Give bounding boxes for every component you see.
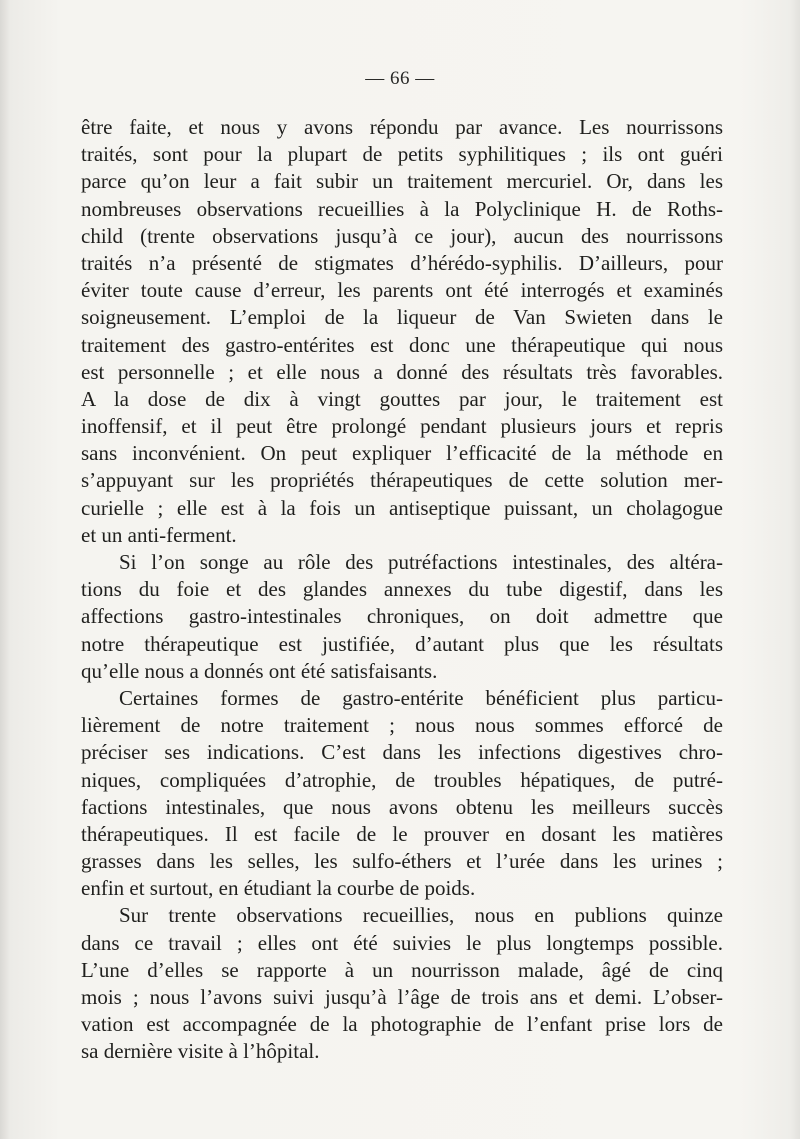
text-line: et un anti-ferment. xyxy=(81,522,237,547)
text-line: Sur trente observations recueillies, nous en publions quinze xyxy=(119,903,723,928)
text-line: s’appuyant sur les propriétés thérapeutiques de cette solution mer- xyxy=(81,468,723,493)
text-line: notre thérapeutique est justifiée, d’autant plus que les résultats xyxy=(81,631,723,656)
paragraph-4 xyxy=(81,902,723,1065)
page-number: — 66 — xyxy=(365,68,435,89)
text-line: affections gastro-intestinales chroniques, on doit admettre que xyxy=(81,604,723,629)
text-line: dans ce travail ; elles ont été suivies le plus longtemps possible. xyxy=(81,930,723,955)
text-line: parce qu’on leur a fait subir un traitement mercuriel. Or, dans les xyxy=(81,169,723,194)
text-line: factions intestinales, que nous avons obtenu les meilleurs succès xyxy=(81,794,723,819)
text-line: traités n’a présenté de stigmates d’hérédo-syphilis. D’ailleurs, pour xyxy=(81,250,723,275)
text-line: traitement des gastro-entérites est donc une thérapeutique qui nous xyxy=(81,332,723,357)
text-line: vation est accompagnée de la photographie de l’enfant prise lors de xyxy=(81,1012,723,1037)
text-line: lièrement de notre traitement ; nous nous sommes efforcé de xyxy=(81,713,723,738)
text-line: curielle ; elle est à la fois un antiseptique puissant, un cholagogue xyxy=(81,495,723,520)
text-line: éviter toute cause d’erreur, les parents ont été interrogés et examinés xyxy=(81,278,723,303)
text-line: Certaines formes de gastro-entérite bénéficient plus particu- xyxy=(119,685,723,710)
text-line: L’une d’elles se rapporte à un nourrisson malade, âgé de cinq xyxy=(81,957,723,982)
body-text xyxy=(81,114,723,1066)
text-line: inoffensif, et il peut être prolongé pendant plusieurs jours et repris xyxy=(81,414,723,439)
text-line: tions du foie et des glandes annexes du tube digestif, dans les xyxy=(81,577,723,602)
paragraph-1 xyxy=(81,114,723,549)
text-line: soigneusement. L’emploi de la liqueur de Van Swieten dans le xyxy=(81,305,723,330)
text-line: préciser ses indications. C’est dans les infections digestives chro- xyxy=(81,740,723,765)
text-line: nombreuses observations recueillies à la Polyclinique H. de Roths- xyxy=(81,196,723,221)
paragraph-2 xyxy=(81,549,723,685)
text-line: est personnelle ; et elle nous a donné des résultats très favorables. xyxy=(81,359,723,384)
text-line: Si l’on songe au rôle des putréfactions intestinales, des altéra- xyxy=(119,550,723,574)
text-line: qu’elle nous a donnés ont été satisfaisants. xyxy=(81,658,438,683)
text-line: enfin et surtout, en étudiant la courbe de poids. xyxy=(81,876,476,901)
text-line: être faite, et nous y avons répondu par avance. Les nourrissons xyxy=(81,115,723,139)
text-line: sans inconvénient. On peut expliquer l’efficacité de la méthode en xyxy=(81,441,723,466)
text-line: sa dernière visite à l’hôpital. xyxy=(81,1039,320,1064)
text-line: thérapeutiques. Il est facile de le prouver en dosant les matières xyxy=(81,821,723,846)
text-line: traités, sont pour la plupart de petits syphilitiques ; ils ont guéri xyxy=(81,142,723,167)
text-line: mois ; nous l’avons suivi jusqu’à l’âge de trois ans et demi. L’obser- xyxy=(81,985,723,1009)
text-line: niques, compliquées d’atrophie, de troubles hépatiques, de putré- xyxy=(81,767,723,792)
text-line: grasses dans les selles, les sulfo-éthers et l’urée dans les urines ; xyxy=(81,849,723,874)
text-line: child (trente observations jusqu’à ce jour), aucun des nourrissons xyxy=(81,223,723,248)
text-line: A la dose de dix à vingt gouttes par jour, le traitement est xyxy=(81,386,723,411)
paragraph-3 xyxy=(81,685,723,903)
